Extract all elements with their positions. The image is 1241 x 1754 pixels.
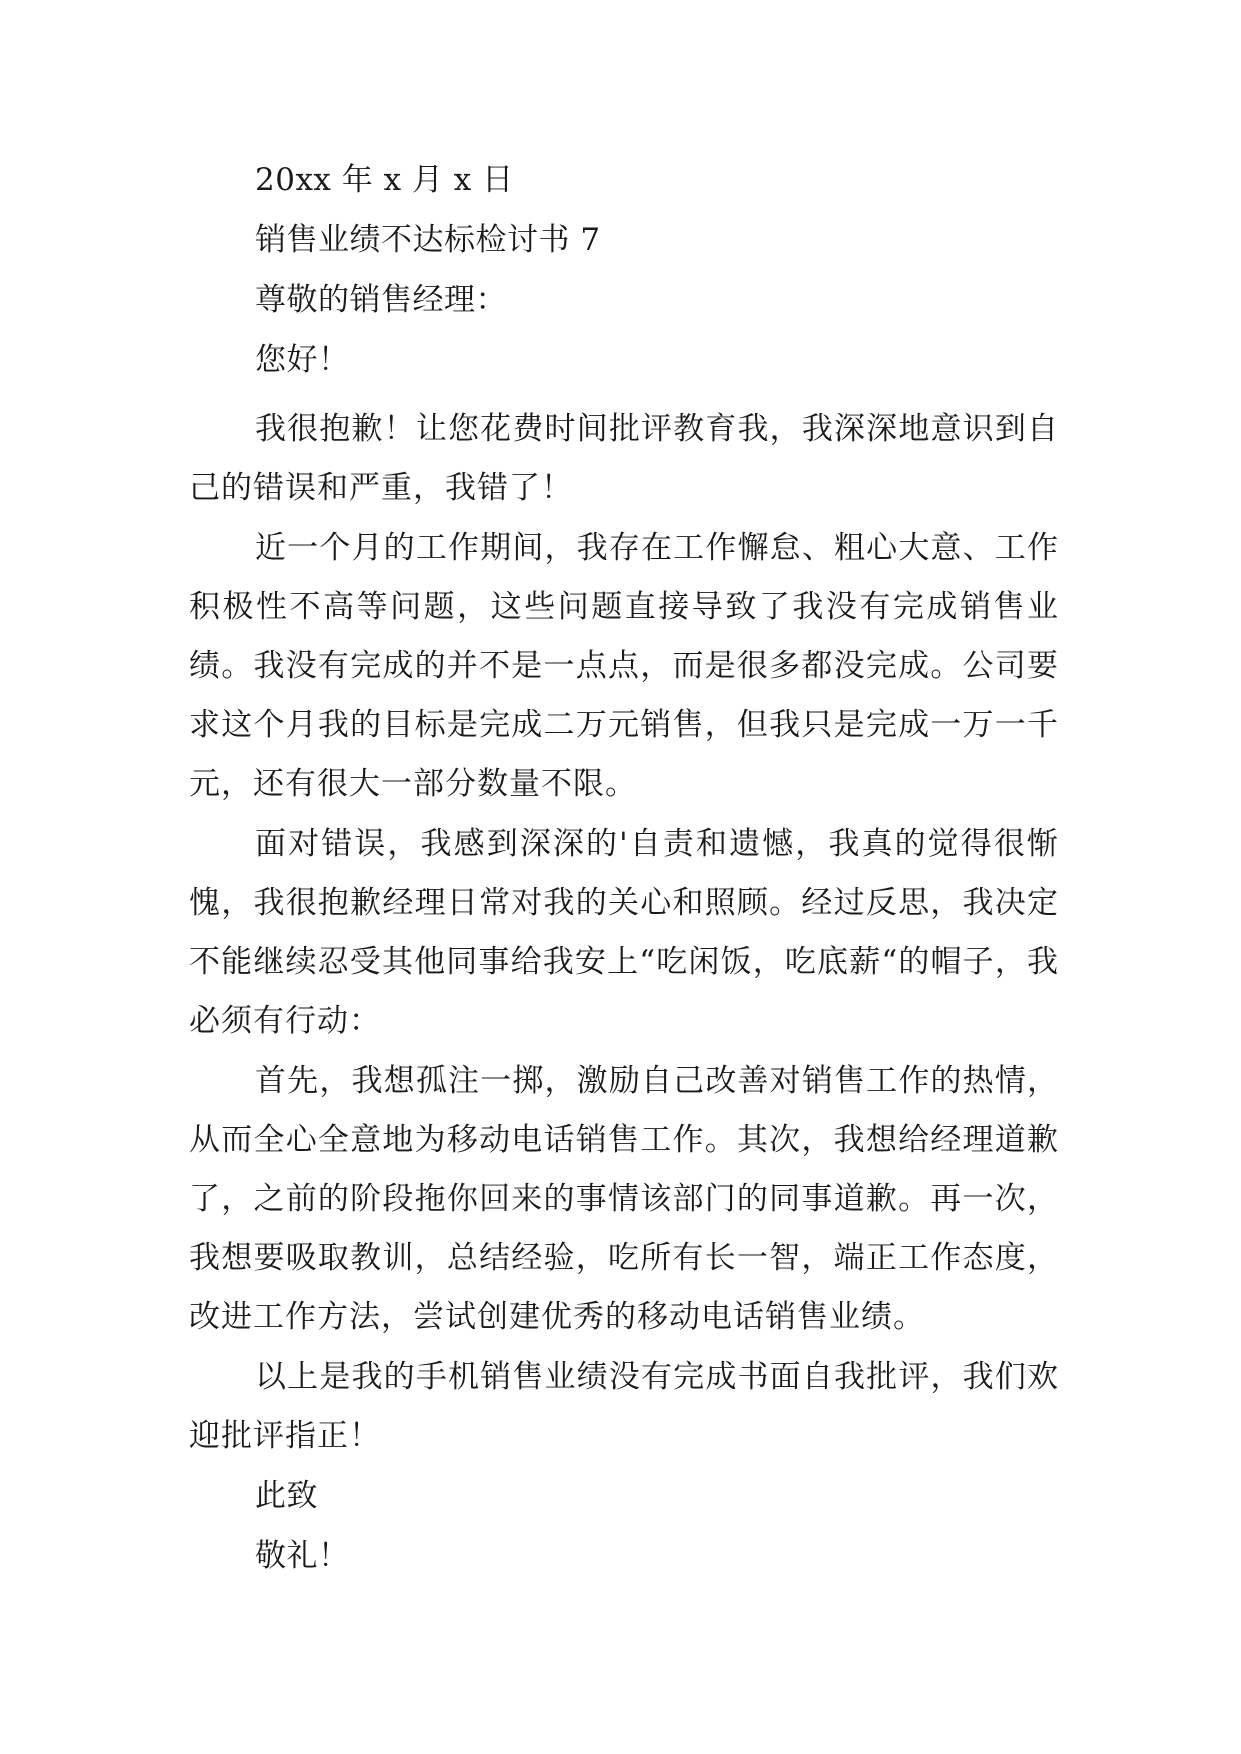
- paragraph-apology: 我很抱歉！让您花费时间批评教育我，我深深地意识到自己的错误和严重，我错了！: [189, 411, 1059, 506]
- closing-cizhi: 此致: [255, 1478, 318, 1514]
- document-page: [189, 160, 1059, 1596]
- greeting: 您好！: [255, 342, 350, 378]
- paragraph-reflection: 面对错误，我感到深深的'自责和遗憾，我真的觉得很惭愧，我很抱歉经理日常对我的关心和照顾。经过反思，我决定不能继续忍受其他同事给我安上“吃闲饭，吃底薪“的帽子，我必须有行动：: [189, 826, 1059, 1039]
- closing-jingli: 敬礼！: [255, 1538, 350, 1574]
- salutation: 尊敬的销售经理：: [255, 282, 507, 318]
- document-title: 销售业绩不达标检讨书 7: [255, 222, 601, 258]
- paragraph-actions: 首先，我想孤注一掷，激励自己改善对销售工作的热情，从而全心全意地为移动电话销售工作。其次，我想给经理道歉了，之前的阶段拖你回来的事情该部门的同事道歉。再一次，我想要吸取教训，总结经验，吃所有长一智，端正工作态度，改进工作方法，尝试创建优秀的移动电话销售业绩。: [189, 1063, 1059, 1335]
- document-date: 20xx 年 x 月 x 日: [255, 162, 514, 198]
- paragraph-conclusion: 以上是我的手机销售业绩没有完成书面自我批评，我们欢迎批评指正！: [189, 1359, 1059, 1454]
- paragraph-problems: 近一个月的工作期间，我存在工作懈怠、粗心大意、工作积极性不高等问题，这些问题直接导致了我没有完成销售业绩。我没有完成的并不是一点点，而是很多都没完成。公司要求这个月我的目标是完成二万元销售，但我只是完成一万一千元，还有很大一部分数量不限。: [189, 530, 1059, 802]
